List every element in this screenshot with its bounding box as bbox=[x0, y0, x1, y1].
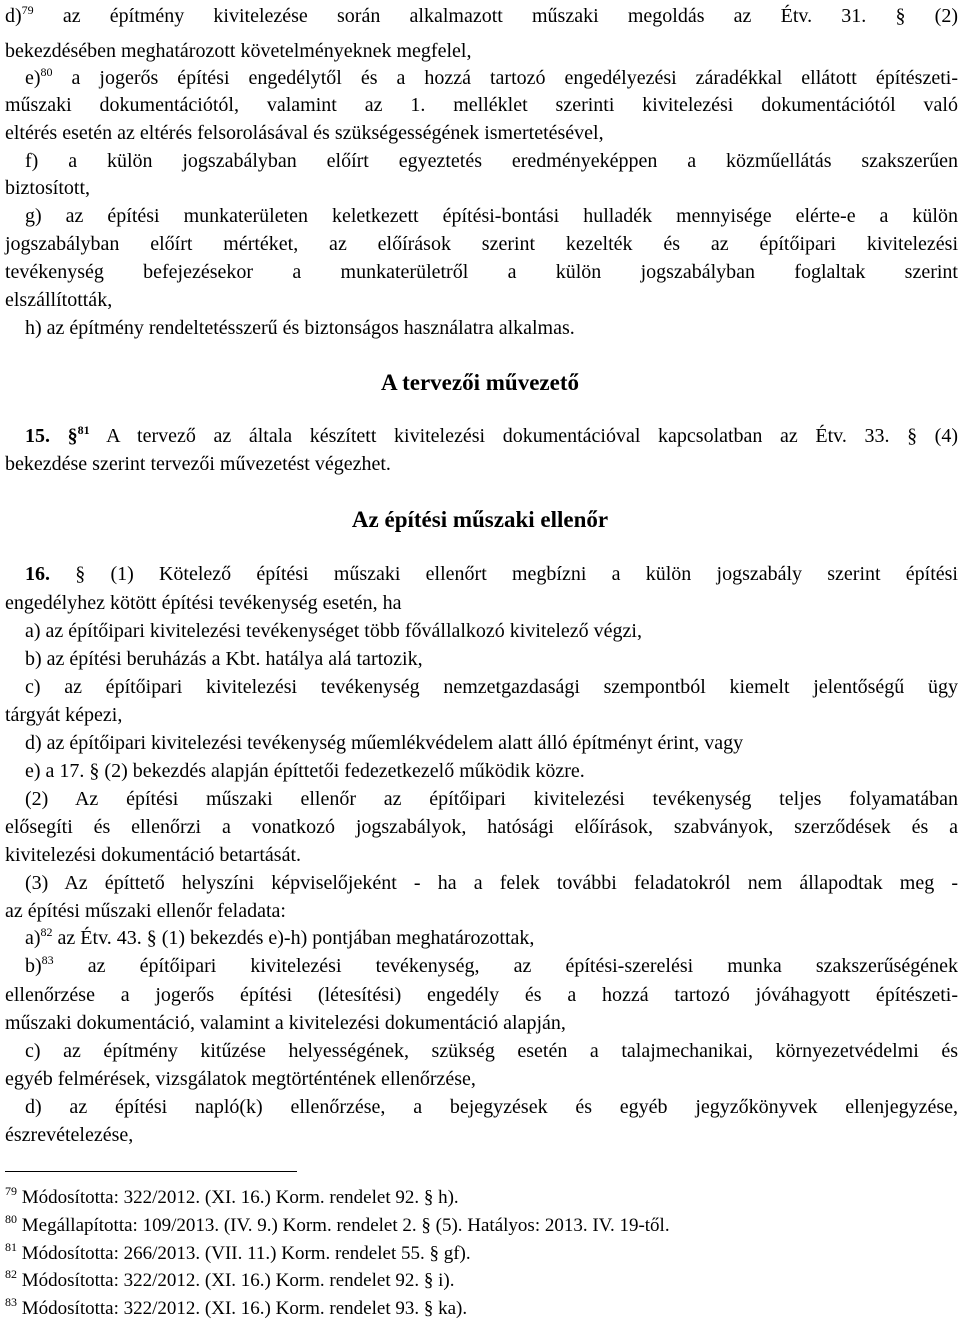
text-line bbox=[25, 675, 958, 699]
text-line bbox=[25, 871, 958, 895]
line-text: b) az építési beruházás a Kbt. hatálya alá tartozik, bbox=[25, 648, 423, 670]
text-line bbox=[25, 149, 958, 173]
footnote bbox=[5, 1212, 670, 1237]
line-text: az építőipari kivitelezési tevékenység, az építési-szerelési munka szakszerűségének bbox=[53, 955, 958, 977]
line-text: A tervező az általa készített kivitelezési dokumentációval kapcsolatban az Étv. 33. § (4) bbox=[89, 425, 958, 447]
text-line bbox=[5, 983, 958, 1007]
text-line bbox=[25, 1039, 958, 1063]
footnote-number: 79 bbox=[5, 1184, 17, 1198]
footnote bbox=[5, 1295, 468, 1320]
text-line bbox=[5, 1123, 958, 1147]
footnote-ref[interactable]: 80 bbox=[40, 65, 53, 79]
section-heading: Az építési műszaki ellenőr bbox=[351, 507, 609, 532]
section-number: 16. bbox=[25, 563, 50, 585]
footnote-number: 80 bbox=[5, 1212, 17, 1226]
line-text: tevékenység befejezésekor a munkaterületről a külön jogszabályban foglaltak szerint bbox=[5, 261, 958, 283]
line-text: elszállították, bbox=[5, 289, 113, 311]
section-heading: A tervezői művezető bbox=[381, 370, 579, 395]
section-number: 15. § bbox=[25, 425, 78, 447]
text-line bbox=[25, 787, 958, 811]
footnote-number: 83 bbox=[5, 1295, 17, 1309]
line-text: g) az építési munkaterületen keletkezett építési-bontási hulladék mennyisége elérte-e a külön bbox=[25, 205, 958, 227]
line-text: kivitelezési dokumentáció betartását. bbox=[5, 844, 301, 866]
footnote bbox=[5, 1267, 455, 1292]
text-line bbox=[25, 926, 960, 950]
footnote-text: Módosította: 322/2012. (XI. 16.) Korm. rendelet 92. § h). bbox=[17, 1187, 459, 1208]
text-line bbox=[5, 232, 958, 256]
line-text: bekezdése szerint tervezői művezetést végezhet. bbox=[5, 453, 391, 475]
text-line bbox=[5, 39, 958, 63]
line-text: ellenőrzése a jogerős építési (létesítési) engedély és a hozzá tartozó jóváhagyott építészeti- bbox=[5, 984, 958, 1006]
footnote-ref[interactable]: 79 bbox=[21, 3, 34, 17]
item-marker: e) bbox=[25, 67, 41, 89]
line-text: c) az építőipari kivitelezési tevékenység nemzetgazdasági szempontból kiemelt jelentőségű ügy bbox=[25, 676, 958, 698]
item-marker: b) bbox=[25, 955, 42, 977]
line-text: f) a külön jogszabályban előírt egyeztetés eredményeképpen a közműellátás szakszerűen bbox=[25, 150, 958, 172]
line-text: e) a 17. § (2) bekezdés alapján építtetői fedezetkezelő működik közre. bbox=[25, 760, 585, 782]
line-text: elősegíti és ellenőrzi a vonatkozó jogszabályok, hatósági előírások, szabványok, szerződések és a bbox=[5, 816, 958, 838]
footnote bbox=[5, 1240, 471, 1265]
footnote-separator bbox=[5, 1171, 297, 1172]
item-marker: a) bbox=[25, 927, 41, 949]
item-marker: d) bbox=[5, 5, 22, 27]
text-line bbox=[5, 591, 958, 615]
footnote-text: Megállapította: 109/2013. (IV. 9.) Korm. rendelet 2. § (5). Hatályos: 2013. IV. 19-től. bbox=[17, 1215, 670, 1236]
line-text: bekezdésében meghatározott követelményeknek megfelel, bbox=[5, 40, 472, 62]
text-line bbox=[5, 121, 958, 145]
footnote-text: Módosította: 322/2012. (XI. 16.) Korm. rendelet 92. § i). bbox=[17, 1270, 455, 1291]
footnote-text: Módosította: 266/2013. (VII. 11.) Korm. rendelet 55. § gf). bbox=[17, 1243, 471, 1264]
text-line bbox=[5, 1067, 958, 1091]
text-line bbox=[5, 815, 958, 839]
text-line bbox=[5, 4, 958, 28]
line-text: műszaki dokumentáció, valamint a kivitelezési dokumentáció alapján, bbox=[5, 1012, 566, 1034]
footnote-number: 82 bbox=[5, 1267, 17, 1281]
line-text: eltérés esetén az eltérés felsorolásával és szükségességének ismertetésével, bbox=[5, 122, 604, 144]
footnote bbox=[5, 1184, 459, 1209]
text-line bbox=[25, 1095, 958, 1119]
footnote-ref[interactable]: 81 bbox=[77, 423, 90, 437]
line-text: a jogerős építési engedélytől és a hozzá tartozó engedélyezési záradékkal ellátott építészeti- bbox=[52, 67, 958, 89]
text-line bbox=[25, 731, 960, 755]
text-line bbox=[5, 260, 958, 284]
text-line bbox=[25, 204, 958, 228]
line-text: jogszabályban előírt mértéket, az előírások szerint kezelték és az építőipari kivitelezési bbox=[5, 233, 958, 255]
text-line bbox=[25, 954, 958, 978]
line-text: engedélyhez kötött építési tevékenység esetén, ha bbox=[5, 592, 402, 614]
text-line bbox=[25, 619, 960, 643]
line-text: az építési műszaki ellenőr feladata: bbox=[5, 900, 286, 922]
text-line bbox=[25, 759, 960, 783]
text-line bbox=[5, 452, 958, 476]
line-text: (3) Az építtető helyszíni képviselőjeként - ha a felek további feladatokról nem állapodtak meg - bbox=[25, 872, 958, 894]
line-text: az építmény kivitelezése során alkalmazott műszaki megoldás az Étv. 31. § (2) bbox=[33, 5, 958, 27]
line-text: c) az építmény kitűzése helyességének, szükség esetén a talajmechanikai, környezetvédelmi és bbox=[25, 1040, 958, 1062]
line-text: a) az építőipari kivitelezési tevékenységet több fővállalkozó kivitelező végzi, bbox=[25, 620, 642, 642]
footnote-ref[interactable]: 83 bbox=[41, 953, 54, 967]
footnote-text: Módosította: 322/2012. (XI. 16.) Korm. rendelet 93. § ka). bbox=[17, 1298, 468, 1319]
line-text: műszaki dokumentációtól, valamint az 1. melléklet szerinti kivitelezési dokumentációtól való bbox=[5, 94, 958, 116]
text-line bbox=[5, 93, 958, 117]
text-line bbox=[25, 562, 958, 586]
footnote-ref[interactable]: 82 bbox=[40, 925, 53, 939]
text-line bbox=[25, 647, 960, 671]
line-text: egyéb felmérések, vizsgálatok megtörténtének ellenőrzése, bbox=[5, 1068, 476, 1090]
line-text: biztosított, bbox=[5, 177, 90, 199]
line-text: tárgyát képezi, bbox=[5, 704, 123, 726]
text-line bbox=[5, 1011, 958, 1035]
text-line bbox=[25, 66, 958, 90]
line-text: d) az építési napló(k) ellenőrzése, a bejegyzések és egyéb jegyzőkönyvek ellenjegyzése, bbox=[25, 1096, 958, 1118]
text-line bbox=[5, 288, 958, 312]
text-line bbox=[5, 843, 958, 867]
line-text: § (1) Kötelező építési műszaki ellenőrt megbízni a külön jogszabály szerint építési bbox=[50, 563, 958, 585]
text-line bbox=[5, 703, 958, 727]
footnote-number: 81 bbox=[5, 1240, 17, 1254]
line-text: d) az építőipari kivitelezési tevékenység műemlékvédelem alatt álló építményt érint, vagy bbox=[25, 732, 744, 754]
line-text: észrevételezése, bbox=[5, 1124, 134, 1146]
text-line bbox=[25, 316, 960, 340]
text-line bbox=[5, 899, 958, 923]
text-line bbox=[25, 424, 958, 448]
text-line bbox=[5, 176, 958, 200]
line-text: az Étv. 43. § (1) bekezdés e)-h) pontjában meghatározottak, bbox=[52, 927, 535, 949]
line-text: h) az építmény rendeltetésszerű és biztonságos használatra alkalmas. bbox=[25, 317, 575, 339]
line-text: (2) Az építési műszaki ellenőr az építőipari kivitelezési tevékenység teljes folyamatában bbox=[25, 788, 958, 810]
